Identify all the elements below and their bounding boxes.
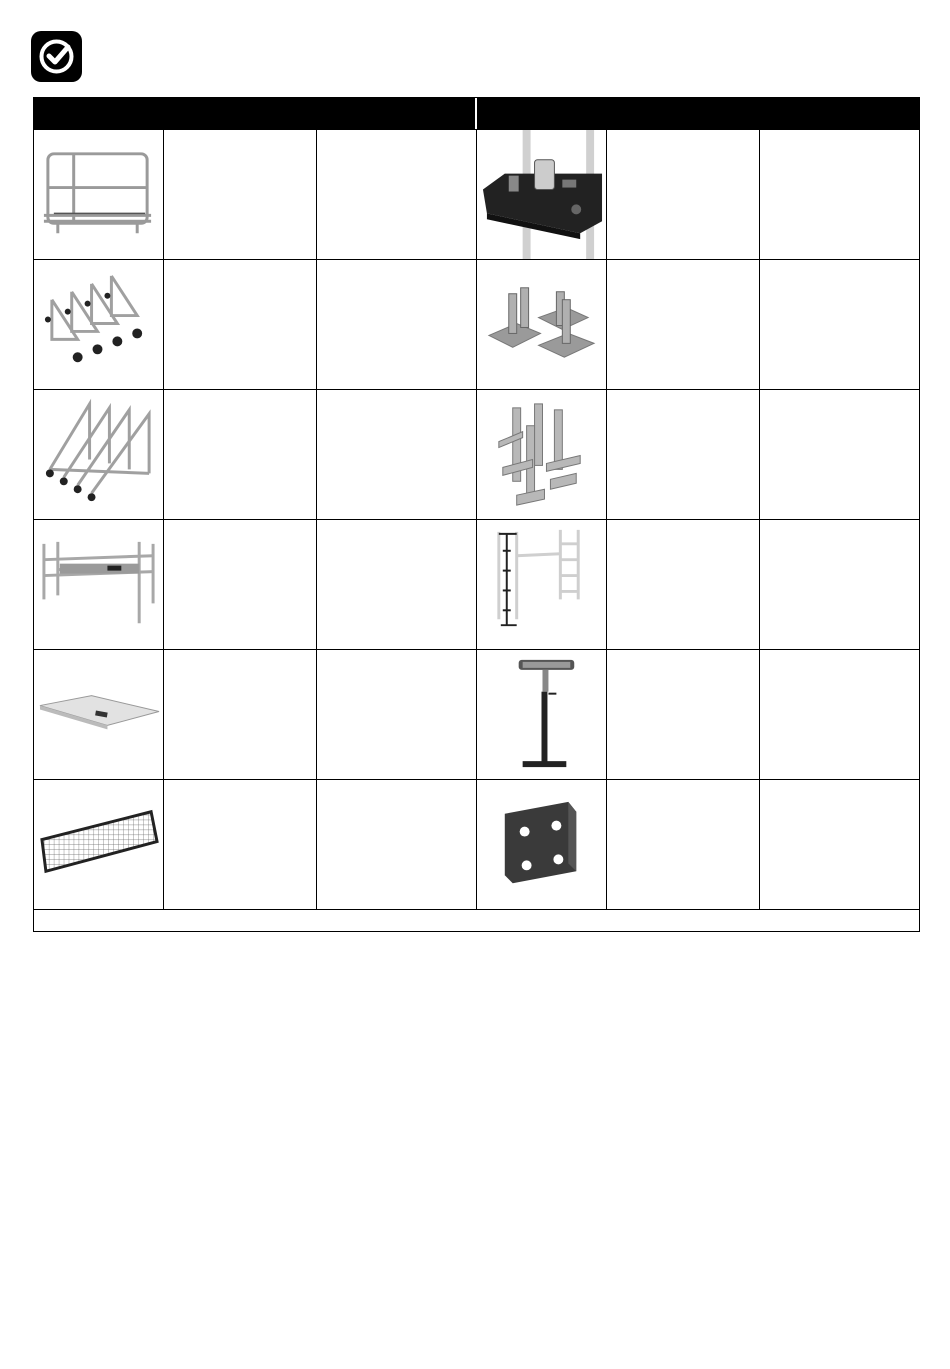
table-header — [34, 98, 919, 129]
left-col-a — [164, 130, 317, 259]
left-col-b — [317, 520, 477, 649]
right-header — [477, 98, 919, 129]
guard-rail-frame-icon — [34, 130, 164, 259]
parts-table — [33, 97, 920, 932]
table-row — [34, 519, 919, 649]
cell-text — [317, 780, 476, 792]
cell-text — [317, 650, 476, 662]
table-row — [34, 129, 919, 259]
cell-text — [607, 130, 759, 142]
scaffold-with-ladder-icon — [477, 520, 607, 649]
cell-text — [317, 520, 476, 532]
deck-board-icon — [34, 650, 164, 779]
cell-text — [164, 780, 316, 792]
checkmark-badge-icon — [31, 31, 82, 82]
cell-text — [164, 390, 316, 402]
cell-text — [607, 390, 759, 402]
cell-text — [164, 130, 316, 142]
base-plate-icon — [477, 260, 607, 389]
left-col-b — [317, 780, 477, 909]
leveling-jack-icon — [477, 390, 607, 519]
left-col-b — [317, 130, 477, 259]
table-footer — [34, 909, 919, 931]
left-col-a — [164, 780, 317, 909]
left-col-a — [164, 390, 317, 519]
left-col-b — [317, 650, 477, 779]
cell-text — [317, 130, 476, 142]
cell-text — [760, 390, 919, 402]
right-col-a — [607, 260, 760, 389]
roller-stand-icon — [477, 650, 607, 779]
table-row — [34, 649, 919, 779]
cell-text — [317, 260, 476, 272]
cell-text — [760, 520, 919, 532]
right-col-b — [760, 650, 919, 779]
cell-text — [607, 780, 759, 792]
right-col-b — [760, 520, 919, 649]
cell-text — [760, 260, 919, 272]
right-col-a — [607, 650, 760, 779]
cell-text — [317, 390, 476, 402]
left-header — [34, 98, 477, 129]
right-col-b — [760, 260, 919, 389]
cell-text — [607, 520, 759, 532]
right-col-b — [760, 130, 919, 259]
cell-text — [607, 260, 759, 272]
cell-text — [164, 260, 316, 272]
cell-text — [607, 650, 759, 662]
right-col-a — [607, 130, 760, 259]
left-col-b — [317, 390, 477, 519]
left-col-a — [164, 260, 317, 389]
left-col-a — [164, 520, 317, 649]
right-col-a — [607, 390, 760, 519]
outrigger-with-casters-icon — [34, 260, 164, 389]
bracket-plate-icon — [477, 780, 607, 909]
cell-text — [760, 650, 919, 662]
table-row — [34, 259, 919, 389]
left-col-a — [164, 650, 317, 779]
work-tray-icon — [477, 130, 607, 259]
right-col-a — [607, 520, 760, 649]
triangular-outrigger-icon — [34, 390, 164, 519]
right-col-a — [607, 780, 760, 909]
cell-text — [164, 650, 316, 662]
left-col-b — [317, 260, 477, 389]
table-row — [34, 389, 919, 519]
table-row — [34, 779, 919, 909]
mesh-panel-icon — [34, 780, 164, 909]
scaffold-platform-icon — [34, 520, 164, 649]
cell-text — [760, 780, 919, 792]
cell-text — [760, 130, 919, 142]
cell-text — [164, 520, 316, 532]
right-col-b — [760, 780, 919, 909]
right-col-b — [760, 390, 919, 519]
